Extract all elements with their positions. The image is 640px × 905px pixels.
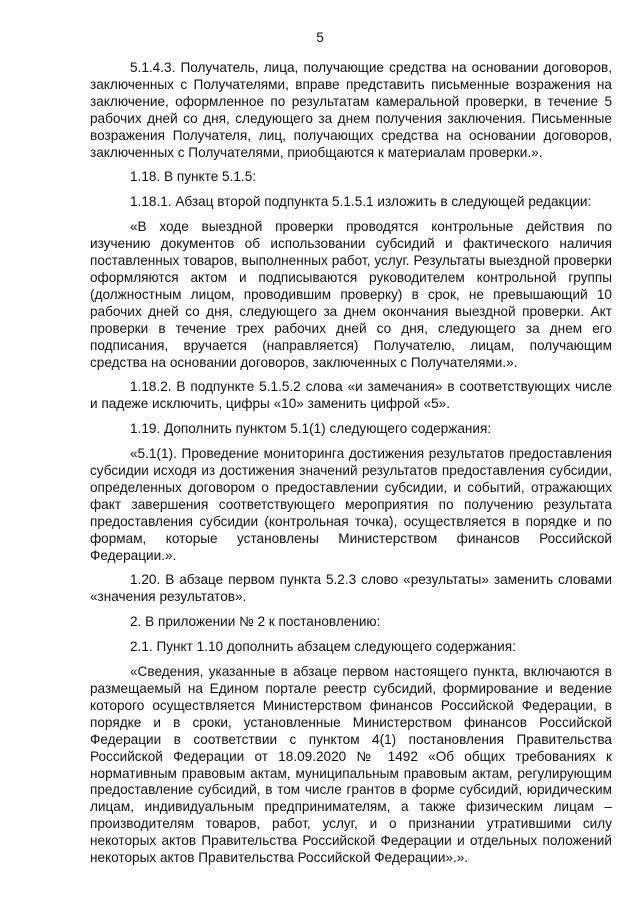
paragraph-quote-registry: «Сведения, указанные в абзаце первом настоящего пункта, включаются в размещаемый на Едином портале реестр субсидий, формирование и ведение которого осуществляется Министерством финансов Российской Федерации, в порядке и в сроки, установленные Министерством финансов Российской Федерации в соответствии с пунктом 4(1) постановления Правительства Российской Федерации от 18.09.2020 № 1492 «Об общих требованиях к нормативным правовым актам, муниципальным правовым актам, регулирующим предоставление субсидий, в том числе грантов в форме субсидий, юридическим лицам, индивидуальным предпринимателям, а также физическим лицам – производителям товаров, работ, услуг, и о признании утратившими силу некоторых актов Правительства Российской Федерации и отдельных положений некоторых актов Правительства Российской Федерации».». <box>90 664 612 866</box>
paragraph-5-1-4-3: 5.1.4.3. Получатель, лица, получающие средства на основании договоров, заключенных с Получателями, вправе представить письменные возражения на заключение, оформленное по результатам камеральной проверки, в течение 5 рабочих дней со дня, следующего за днем получения заключения. Письменные возражения Получателя, лиц, получающих средства на основании договоров, заключенных с Получателями, приобщаются к материалам проверки.». <box>90 60 612 160</box>
paragraph-1-18-2: 1.18.2. В подпункте 5.1.5.2 слова «и замечания» в соответствующих числе и падеже исключить, цифры «10» заменить цифрой «5». <box>90 379 612 412</box>
paragraph-1-19: 1.19. Дополнить пунктом 5.1(1) следующего содержания: <box>130 421 492 437</box>
paragraph-1-18: 1.18. В пункте 5.1.5: <box>130 169 257 185</box>
page-number: 5 <box>316 30 324 45</box>
paragraph-2-1: 2.1. Пункт 1.10 дополнить абзацем следующего содержания: <box>130 639 516 655</box>
paragraph-1-20: 1.20. В абзаце первом пункта 5.2.3 слово «результаты» заменить словами «значения результатов». <box>90 572 612 605</box>
paragraph-quote-5-1-1: «5.1(1). Проведение мониторинга достижения результатов предоставления субсидии исходя из достижения значений результатов предоставления субсидии, определенных договором о предоставлении субсидии, и событий, отражающих факт завершения соответствующего мероприятия по получению результата предоставления субсидии (контрольная точка), осуществляется в порядке и по формам, которые установлены Министерством финансов Российской Федерации.». <box>90 446 612 563</box>
paragraph-quote-field-inspection: «В ходе выездной проверки проводятся контрольные действия по изучению документов об использовании субсидий и фактического наличия поставленных товаров, выполненных работ, услуг. Результаты выездной проверки оформляются актом и подписываются руководителем контрольной группы (должностным лицом, проводившим проверку) в срок, не превышающий 10 рабочих дней со дня, следующего за днем окончания выездной проверки. Акт проверки в течение трех рабочих дней со дня, следующего за днем его подписания, вручается (направляется) Получателю, лицам, получающим средства на основании договоров, заключенных с Получателями.». <box>90 219 612 370</box>
paragraph-1-18-1: 1.18.1. Абзац второй подпункта 5.1.5.1 изложить в следующей редакции: <box>130 194 592 210</box>
document-body <box>90 60 612 875</box>
paragraph-2: 2. В приложении № 2 к постановлению: <box>130 614 381 630</box>
